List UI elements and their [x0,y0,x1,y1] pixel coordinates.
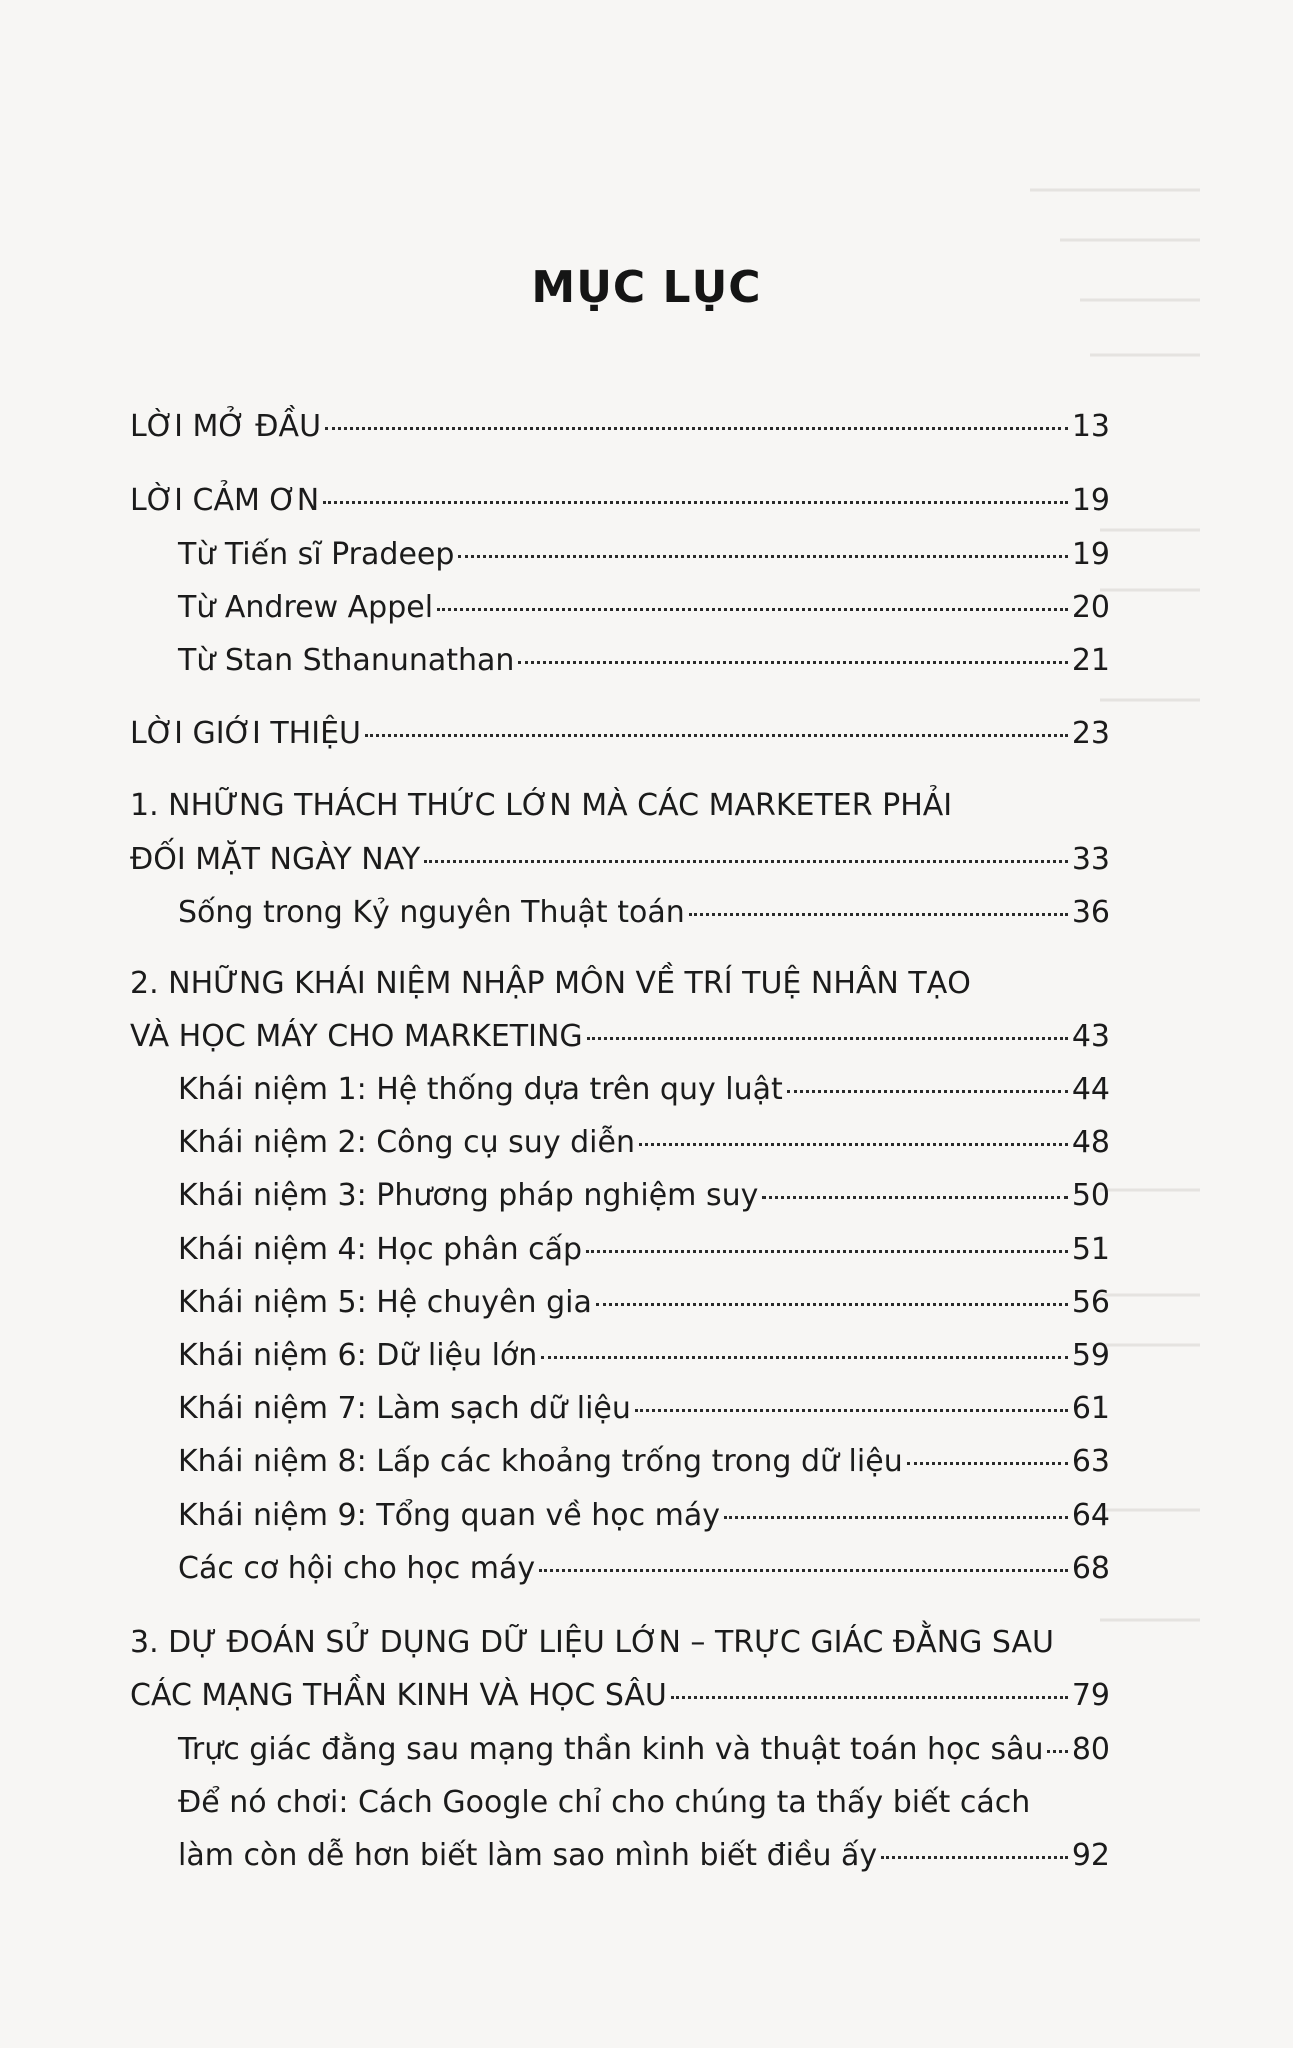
toc-entry-label: Khái niệm 2: Công cụ suy diễn [178,1125,635,1160]
toc-entry-label: LỜI MỞ ĐẦU [130,409,322,444]
toc-entry-label: Khái niệm 1: Hệ thống dựa trên quy luật [178,1072,783,1107]
leader-dots [424,860,1068,863]
leader-dots [437,608,1068,611]
google-entry-title-line: Để nó chơi: Cách Google chỉ cho chúng ta thấy biết cách [178,1785,1031,1820]
toc-entry-page: 68 [1071,1551,1110,1586]
leader-dots [323,501,1068,504]
leader-dots [325,427,1068,430]
toc-entry-label: Khái niệm 8: Lấp các khoảng trống trong dữ liệu [178,1444,903,1479]
toc-entry-khai-niem-7[interactable] [178,1390,1110,1428]
leader-dots [724,1516,1068,1519]
chapter-2-title-line: 2. NHỮNG KHÁI NIỆM NHẬP MÔN VỀ TRÍ TUỆ NHÂN TẠO [130,966,971,1001]
toc-entry-page: 50 [1071,1178,1110,1213]
toc-entry-pradeep[interactable] [178,536,1110,574]
toc-entry-khai-niem-3[interactable] [178,1177,1110,1215]
leader-dots [596,1303,1068,1306]
toc-entry-page: 59 [1071,1338,1110,1373]
toc-entry-label: Trực giác đằng sau mạng thần kinh và thuật toán học sâu [178,1732,1044,1767]
toc-entry-label: Từ Tiến sĩ Pradeep [178,537,455,572]
toc-entry-chapter-3[interactable] [130,1677,1110,1715]
toc-entry-chapter-1[interactable] [130,841,1110,879]
leader-dots [907,1462,1068,1465]
leader-dots [586,1250,1068,1253]
toc-entry-label: Khái niệm 9: Tổng quan về học máy [178,1498,721,1533]
leader-dots [635,1409,1068,1412]
toc-entry-label: CÁC MẠNG THẦN KINH VÀ HỌC SÂU [130,1678,667,1713]
toc-entry-page: 33 [1071,842,1110,877]
chapter-3-title-line: 3. DỰ ĐOÁN SỬ DỤNG DỮ LIỆU LỚN – TRỰC GIÁC ĐẰNG SAU [130,1625,1055,1660]
toc-entry-google[interactable] [178,1837,1110,1875]
toc-entry-label: Khái niệm 3: Phương pháp nghiệm suy [178,1178,759,1213]
toc-entry-truc-giac-mang-than-kinh[interactable] [178,1731,1110,1769]
toc-entry-loi-cam-on[interactable] [130,482,1110,520]
toc-entry-label: làm còn dễ hơn biết làm sao mình biết điều ấy [178,1838,878,1873]
leader-dots [762,1196,1067,1199]
toc-entry-label: Khái niệm 4: Học phân cấp [178,1232,583,1267]
toc-entry-page: 64 [1071,1498,1110,1533]
leader-dots [787,1090,1068,1093]
toc-entry-andrew-appel[interactable] [178,589,1110,627]
toc-entry-khai-niem-6[interactable] [178,1337,1110,1375]
toc-entry-chapter-2[interactable] [130,1018,1110,1056]
toc-entry-khai-niem-4[interactable] [178,1231,1110,1269]
toc-entry-khai-niem-9[interactable] [178,1497,1110,1535]
toc-entry-label: Khái niệm 7: Làm sạch dữ liệu [178,1391,631,1426]
chapter-1-title-line: 1. NHỮNG THÁCH THỨC LỚN MÀ CÁC MARKETER PHẢI [130,788,953,823]
toc-entry-co-hoi-hoc-may[interactable] [178,1550,1110,1588]
toc-entry-ky-nguyen-thuat-toan[interactable] [178,894,1110,932]
toc-entry-page: 43 [1071,1019,1110,1054]
toc-entry-page: 19 [1071,483,1110,518]
toc-entry-label: Các cơ hội cho học máy [178,1551,536,1586]
leader-dots [541,1356,1068,1359]
toc-entry-page: 44 [1071,1072,1110,1107]
leader-dots [458,555,1067,558]
leader-dots [671,1696,1068,1699]
toc-entry-page: 23 [1071,716,1110,751]
leader-dots [365,734,1068,737]
toc-entry-label: LỜI CẢM ƠN [130,483,320,518]
leader-dots [518,661,1067,664]
toc-entry-page: 36 [1071,895,1110,930]
toc-entry-page: 63 [1071,1444,1110,1479]
toc-entry-page: 20 [1071,590,1110,625]
toc-entry-page: 19 [1071,537,1110,572]
leader-dots [639,1143,1068,1146]
leader-dots [881,1856,1068,1859]
toc-entry-page: 48 [1071,1125,1110,1160]
leader-dots [689,913,1068,916]
toc-entry-page: 92 [1071,1838,1110,1873]
toc-entry-page: 21 [1071,643,1110,678]
toc-entry-label: Từ Andrew Appel [178,590,434,625]
toc-entry-label: ĐỐI MẶT NGÀY NAY [130,842,421,877]
page-title: MỤC LỤC [531,262,762,313]
toc-entry-page: 56 [1071,1285,1110,1320]
toc-entry-label: Từ Stan Sthanunathan [178,643,515,678]
toc-entry-label: Sống trong Kỷ nguyên Thuật toán [178,895,685,930]
toc-entry-khai-niem-5[interactable] [178,1284,1110,1322]
toc-entry-loi-mo-dau[interactable] [130,408,1110,446]
toc-entry-stan-sthanunathan[interactable] [178,642,1110,680]
leader-dots [539,1569,1068,1572]
toc-entry-label: LỜI GIỚI THIỆU [130,716,362,751]
leader-dots [1047,1750,1067,1753]
toc-entry-label: Khái niệm 6: Dữ liệu lớn [178,1338,538,1373]
toc-entry-page: 61 [1071,1391,1110,1426]
toc-entry-page: 80 [1071,1732,1110,1767]
leader-dots [587,1037,1068,1040]
toc-entry-khai-niem-8[interactable] [178,1443,1110,1481]
toc-entry-khai-niem-2[interactable] [178,1124,1110,1162]
toc-entry-page: 51 [1071,1232,1110,1267]
toc-entry-page: 13 [1071,409,1110,444]
toc-entry-label: Khái niệm 5: Hệ chuyên gia [178,1285,592,1320]
toc-entry-page: 79 [1071,1678,1110,1713]
toc-entry-khai-niem-1[interactable] [178,1071,1110,1109]
toc-entry-loi-gioi-thieu[interactable] [130,715,1110,753]
toc-entry-label: VÀ HỌC MÁY CHO MARKETING [130,1019,583,1054]
